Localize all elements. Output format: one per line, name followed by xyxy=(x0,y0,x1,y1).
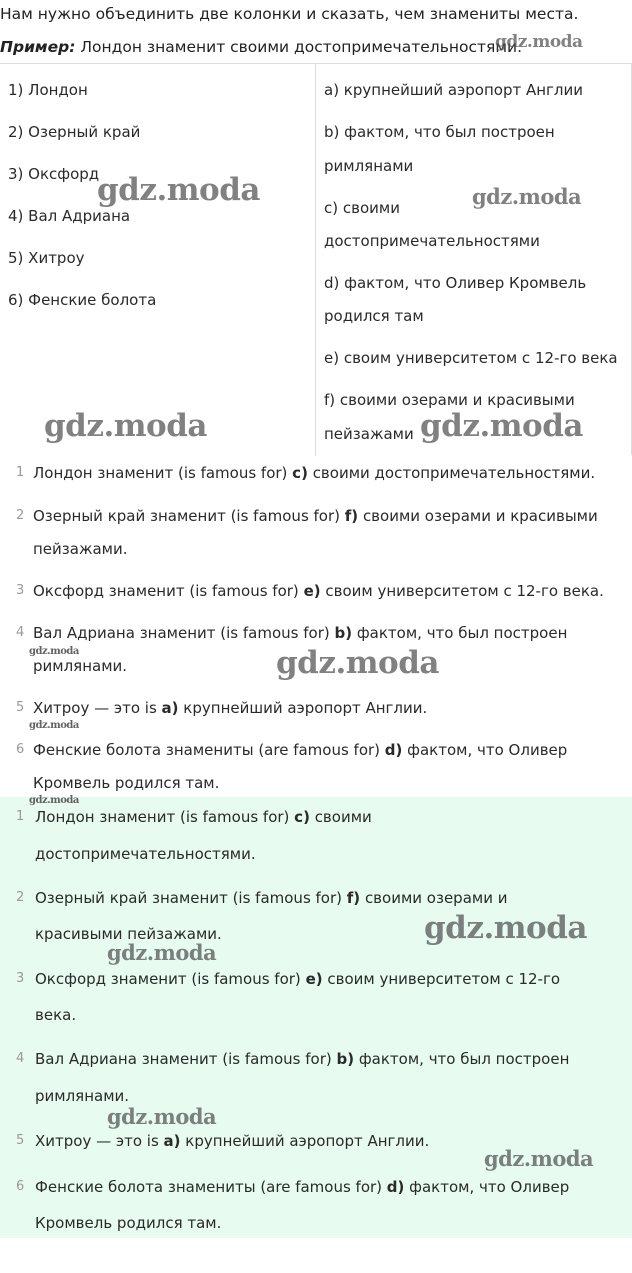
answer-line: Оксфорд знаменит (is famous for) e) своим университетом с 12-го века. xyxy=(33,582,604,600)
watermark-logo: gdz.moda xyxy=(107,940,217,965)
answer-line: Лондон знаменит (is famous for) c) своими xyxy=(35,808,372,826)
column-divider xyxy=(315,64,316,456)
reason-item: e) своим университетом с 12-го века xyxy=(324,349,618,367)
reason-item-cont: родился там xyxy=(324,307,424,325)
answer-line: Лондон знаменит (is famous for) c) своими достопримечательностями. xyxy=(33,464,596,482)
answer-number: 4 xyxy=(16,625,25,640)
answer-line-cont: века. xyxy=(35,1006,77,1024)
answer-line-cont: римлянами. xyxy=(35,1087,130,1105)
answer-line-cont: римлянами. xyxy=(33,657,128,675)
matching-table xyxy=(0,63,632,455)
reason-item-cont: достопримечательностями xyxy=(324,232,540,250)
watermark-logo: gdz.moda xyxy=(29,646,79,657)
answer-number: 1 xyxy=(16,465,25,480)
place-item: 5) Хитроу xyxy=(8,249,85,267)
answer-number: 6 xyxy=(16,742,25,757)
place-item: 1) Лондон xyxy=(8,81,88,99)
answer-line: Вал Адриана знаменит (is famous for) b) фактом, что был построен xyxy=(35,1050,570,1068)
answer-line: Оксфорд знаменит (is famous for) e) своим университетом с 12-го xyxy=(35,970,561,988)
watermark-logo: gdz.moda xyxy=(29,795,79,806)
answer-line: Фенские болота знамениты (are famous for) d) фактом, что Оливер xyxy=(35,1178,570,1196)
task-instruction: Нам нужно объединить две колонки и сказать, чем знамениты места. xyxy=(0,5,579,23)
place-item: 2) Озерный край xyxy=(8,123,141,141)
answer-line-cont: пейзажами. xyxy=(33,540,128,558)
watermark-logo: gdz.moda xyxy=(29,720,79,731)
answer-number: 5 xyxy=(16,700,25,715)
answer-number: 1 xyxy=(16,809,25,824)
reason-item: a) крупнейший аэропорт Англии xyxy=(324,81,584,99)
answer-line: Озерный край знаменит (is famous for) f) своими озерами и красивыми xyxy=(33,507,598,525)
answer-line-cont: Кромвель родился там. xyxy=(35,1214,222,1232)
watermark-logo: gdz.moda xyxy=(44,408,207,444)
reason-item: c) своими xyxy=(324,199,400,217)
watermark-logo: gdz.moda xyxy=(424,910,587,946)
reason-item: d) фактом, что Оливер Кромвель xyxy=(324,274,587,292)
watermark-logo: gdz.moda xyxy=(420,408,583,444)
watermark-logo: gdz.moda xyxy=(97,172,260,208)
answer-line: Фенские болота знамениты (are famous for) d) фактом, что Оливер xyxy=(33,741,568,759)
answer-number: 3 xyxy=(16,583,25,598)
place-item: 3) Оксфорд xyxy=(8,165,100,183)
answer-number: 3 xyxy=(16,971,25,986)
reason-item: f) своими озерами и красивыми xyxy=(324,391,575,409)
watermark-logo: gdz.moda xyxy=(107,1104,217,1129)
example-text: Лондон знаменит своими достопримечательностями. xyxy=(80,38,523,56)
example-line xyxy=(0,38,522,56)
answer-line: Хитроу — это is a) крупнейший аэропорт Англии. xyxy=(35,1132,430,1150)
answer-line: Хитроу — это is a) крупнейший аэропорт Англии. xyxy=(33,699,428,717)
watermark-logo: gdz.moda xyxy=(484,1146,594,1171)
answer-line-cont: достопримечательностями. xyxy=(35,845,256,863)
answer-line: Вал Адриана знаменит (is famous for) b) фактом, что был построен xyxy=(33,624,568,642)
place-item: 6) Фенские болота xyxy=(8,291,157,309)
answer-line: Озерный край знаменит (is famous for) f) своими озерами и xyxy=(35,889,508,907)
watermark-logo: gdz.moda xyxy=(472,184,582,209)
answer-number: 6 xyxy=(16,1179,25,1194)
answer-line-cont: красивыми пейзажами. xyxy=(35,925,222,943)
answer-number: 4 xyxy=(16,1051,25,1066)
reason-item: b) фактом, что был построен xyxy=(324,123,555,141)
highlighted-answer-block xyxy=(0,797,632,1238)
reason-item-cont: пейзажами xyxy=(324,425,414,443)
answer-number: 5 xyxy=(16,1133,25,1148)
answer-line-cont: Кромвель родился там. xyxy=(33,774,220,792)
example-label: Пример: xyxy=(0,38,76,56)
watermark-logo: gdz.moda xyxy=(276,645,439,681)
place-item: 4) Вал Адриана xyxy=(8,207,131,225)
answer-number: 2 xyxy=(16,508,25,523)
reason-item-cont: римлянами xyxy=(324,157,414,175)
watermark-logo: gdz.moda xyxy=(495,32,583,52)
answer-number: 2 xyxy=(16,890,25,905)
